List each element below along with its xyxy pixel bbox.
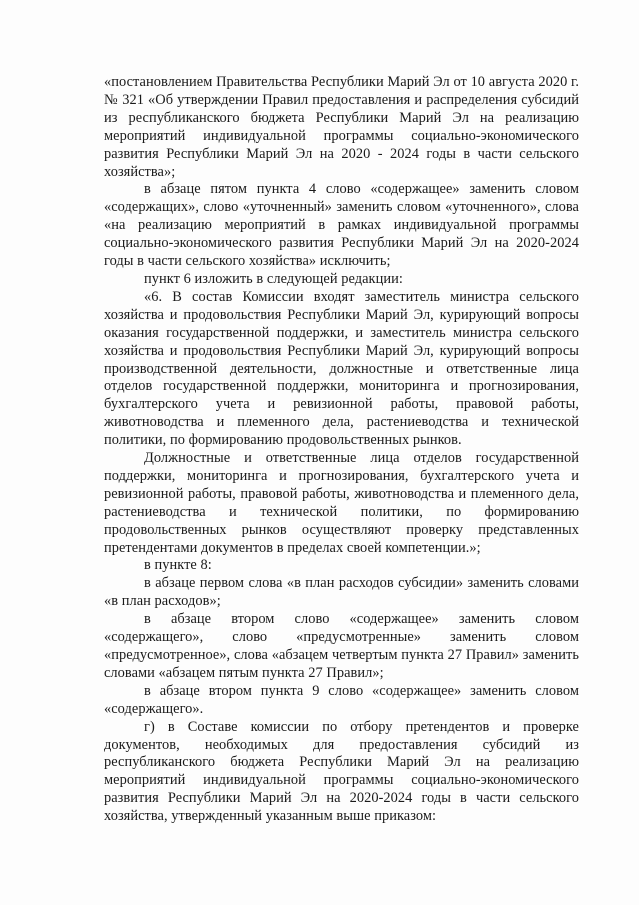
- paragraph: в абзаце втором пункта 9 слово «содержащее» заменить словом «содержащего».: [104, 682, 579, 717]
- paragraph: в пункте 8:: [144, 557, 212, 574]
- paragraph: в абзаце первом слова «в план расходов субсидии» заменить словами «в план расходов»;: [104, 575, 579, 610]
- paragraph: г) в Составе комиссии по отбору претендентов и проверке документов, необходимых для предоставления субсидий из республиканского бюджета Республики Марий Эл на реализацию мероприятий индивидуальной программы социально-экономического развития Республики Марий Эл на 2020-2024 годы в части сельского хозяйства, утвержденный указанным выше приказом:: [104, 718, 579, 825]
- paragraph: Должностные и ответственные лица отделов государственной поддержки, мониторинга и прогнозирования, бухгалтерского учета и ревизионной работы, правовой работы, животноводства и племенного дела, растениеводства и технической политики, по формированию продовольственных рынков осуществляют проверку представленных претендентами документов в пределах своей компетенции.»;: [104, 450, 579, 556]
- paragraph: в абзаце пятом пункта 4 слово «содержащее» заменить словом «содержащих», слово «уточненный» заменить словом «уточненного», слова «на реализацию мероприятий в рамках индивидуальной программы социально-экономического развития Республики Марий Эл на 2020-2024 годы в части сельского хозяйства» исключить;: [104, 181, 579, 270]
- paragraph: в абзаце втором слово «содержащее» заменить словом «содержащего», слово «предусмотренные» заменить словом «предусмотренное», слова «абзацем четвертым пункта 27 Правил» заменить словами «абзацем пятым пункта 27 Правил»;: [104, 611, 579, 681]
- paragraph: «6. В состав Комиссии входят заместитель министра сельского хозяйства и продовольствия Республики Марий Эл, курирующий вопросы оказания государственной поддержки, и заместитель министра сельского хозяйства и продовольствия Республики Марий Эл, курирующий вопросы производственной деятельности, должностные и ответственные лица отделов государственной поддержки, мониторинга и прогнозирования, бухгалтерского учета и ревизионной работы, правовой работы, животноводства и племенного дела, растениеводства и технической политики, по формированию продовольственных рынков.: [104, 288, 579, 449]
- paragraph: «постановлением Правительства Республики Марий Эл от 10 августа 2020 г. № 321 «Об утверждении Правил предоставления и распределения субсидий из республиканского бюджета Республики Марий Эл на реализацию мероприятий индивидуальной программы социально-экономического развития Республики Марий Эл на 2020 - 2024 годы в части сельского хозяйства»;: [104, 74, 579, 180]
- paragraph: пункт 6 изложить в следующей редакции:: [144, 270, 403, 287]
